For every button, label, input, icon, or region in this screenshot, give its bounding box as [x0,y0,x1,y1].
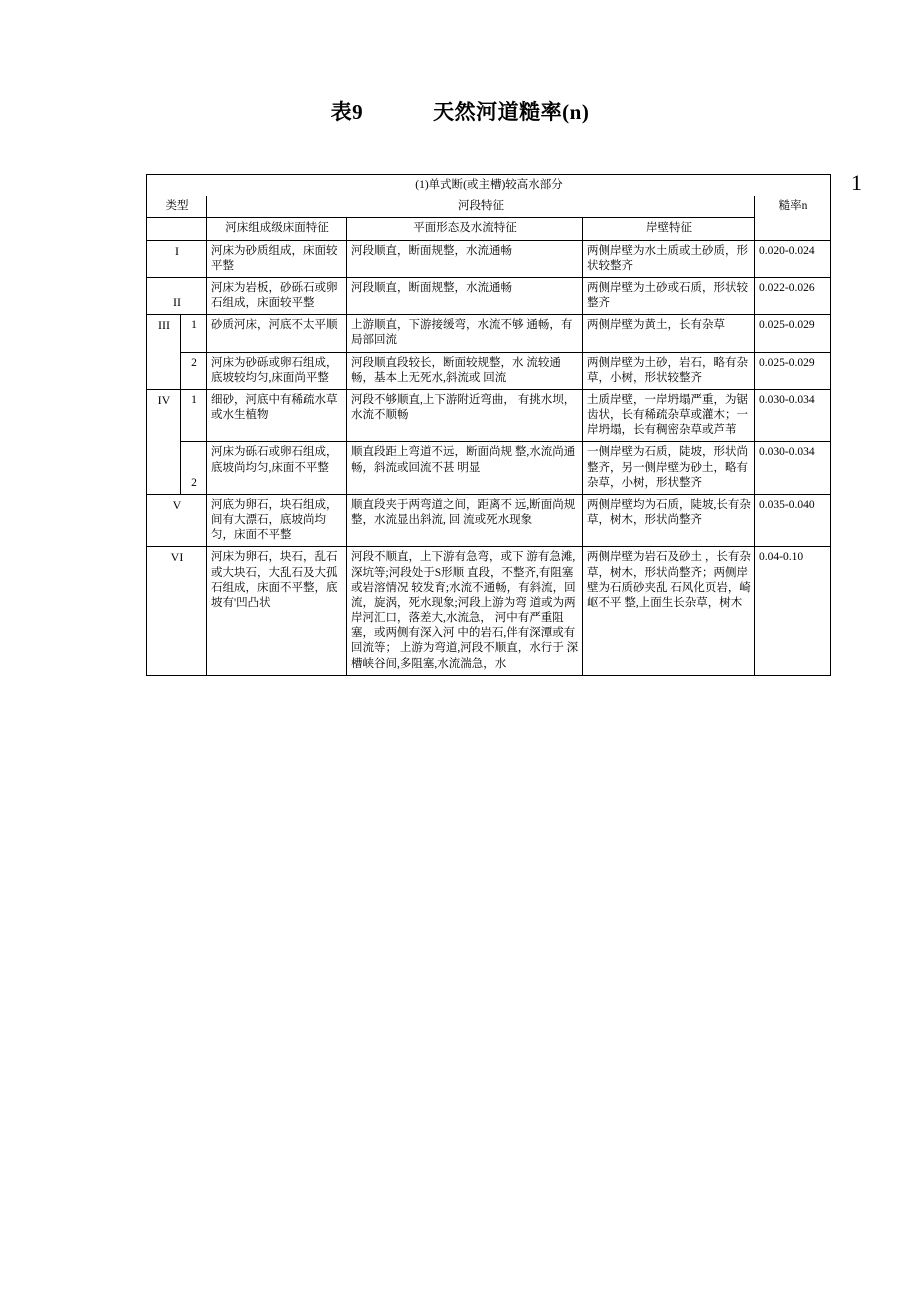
row-type: V [147,494,207,547]
row-type: I [147,240,207,277]
row-bed: 细砂，河底中有稀疏水草或水生植物 [207,389,347,442]
row-bed: 河床为砾石或卵石组成，底坡尚均匀,床面不平整 [207,442,347,495]
header-bed: 河床组成级床面特征 [207,218,347,240]
row-subtype: 1 [181,315,207,352]
page-title [0,96,920,126]
row-bed: 河床为砂质组成，床面较平整 [207,240,347,277]
top-header-cell: (1)单式断(或主槽)较高水部分 [147,175,831,197]
table-row [147,442,831,495]
roughness-table-container [146,174,830,676]
row-bank: 一侧岸壁为石质，陡坡，形状尚整齐，另一侧岸壁为砂土，略有杂草，小树，形状整齐 [583,442,755,495]
header-type: 类型 [147,196,207,218]
table-row [147,240,831,277]
row-bed: 砂质河床，河底不太平顺 [207,315,347,352]
row-plan: 顺直段夹于两弯道之间，距离不 远,断面尚规整，水流显出斜流, 回 流或死水现象 [347,494,583,547]
table-row-top-header [147,175,831,197]
row-plan: 河段顺直，断面规整，水流通畅 [347,240,583,277]
row-plan: 河段顺直，断面规整，水流通畅 [347,277,583,314]
row-subtype: 1 [181,389,207,442]
table-row [147,352,831,389]
row-bank: 两侧岸壁为岩石及砂土 ，长有杂草，树木，形状尚整齐；两侧岸壁为石质砂夹乱 石风化页岩，崎岖不平 整,上面生长杂草，树木 [583,547,755,675]
row-n: 0.020-0.024 [755,240,831,277]
row-bank: 两侧岸壁为水土质或土砂质，形状较整齐 [583,240,755,277]
row-plan: 河段不顺直，上下游有急弯，或下 游有急滩,深坑等;河段处于S形顺 直段，不整齐,有阻塞或岩溶情况 较发育;水流不通畅，有斜流，回 流，旋涡，死水现象;河段上游为弯 道或为两岸河汇口，落差大,水流急， 河中有严重阻塞，或两侧有深入河 中的岩石,伴有深潭或有回流等； 上游为弯道,河段不顺直，水行于 深槽峡谷间,多阻塞,水流湍急，水 [347,547,583,675]
row-bed: 河底为卵石，块石组成，间有大漂石，底坡尚均匀，床面不平整 [207,494,347,547]
table-row [147,389,831,442]
row-n: 0.030-0.034 [755,389,831,442]
row-plan: 上游顺直，下游接缓弯，水流不够 通畅，有局部回流 [347,315,583,352]
row-subtype: 2 [181,352,207,389]
row-n: 0.04-0.10 [755,547,831,675]
header-group-reach: 河段特征 [207,196,755,218]
row-n: 0.035-0.040 [755,494,831,547]
row-n: 0.025-0.029 [755,315,831,352]
table-row [147,315,831,352]
row-plan: 顺直段距上弯道不远，断面尚规 整,水流尚通畅，斜流或回流不甚 明显 [347,442,583,495]
row-bank: 两侧岸壁为土砂，岩石，略有杂草，小树，形状较整齐 [583,352,755,389]
row-n: 0.022-0.026 [755,277,831,314]
row-subtype: 2 [181,442,207,495]
roughness-table [146,174,831,676]
table-row [147,277,831,314]
row-bank: 两侧岸壁均为石质，陡坡,长有杂草，树木，形状尚整齐 [583,494,755,547]
row-bank: 两侧岸壁为土砂或石质，形状较整齐 [583,277,755,314]
table-row [147,494,831,547]
row-plan: 河段顺直段较长，断面较规整，水 流较通畅，基本上无死水,斜流或 回流 [347,352,583,389]
table-title-text: 天然河道糙率(n) [433,100,590,124]
row-n: 0.025-0.029 [755,352,831,389]
header-plan: 平面形态及水流特征 [347,218,583,240]
row-bed: 河床为砂砾或卵石组成，底坡较均匀,床面尚平整 [207,352,347,389]
table-row-subheader [147,218,831,240]
table-number-label: 表9 [330,100,364,124]
header-bank: 岸壁特征 [583,218,755,240]
row-type: II [147,277,207,314]
page-number: 1 [851,170,862,195]
row-n: 0.030-0.034 [755,442,831,495]
row-type: IV [147,389,181,494]
row-bed: 河床为卵石，块石，乱石或大块石，大乱石及大孤石组成，床面不平整，底坡有'凹凸状 [207,547,347,675]
row-bank: 两侧岸壁为黄土，长有杂草 [583,315,755,352]
row-type: III [147,315,181,390]
header-n: 糙率n [755,196,831,240]
table-row-header [147,196,831,218]
row-plan: 河段不够顺直,上下游附近弯曲， 有挑水坝，水流不顺畅 [347,389,583,442]
table-row [147,547,831,675]
row-type: VI [147,547,207,675]
row-bank: 土质岸壁，一岸坍塌严重，为锯齿状，长有稀疏杂草或灌木；一岸坍塌，长有稠密杂草或芦苇 [583,389,755,442]
header-type-blank [147,218,207,240]
row-bed: 河床为岩板，砂砾石或卵石组成，床面较平整 [207,277,347,314]
